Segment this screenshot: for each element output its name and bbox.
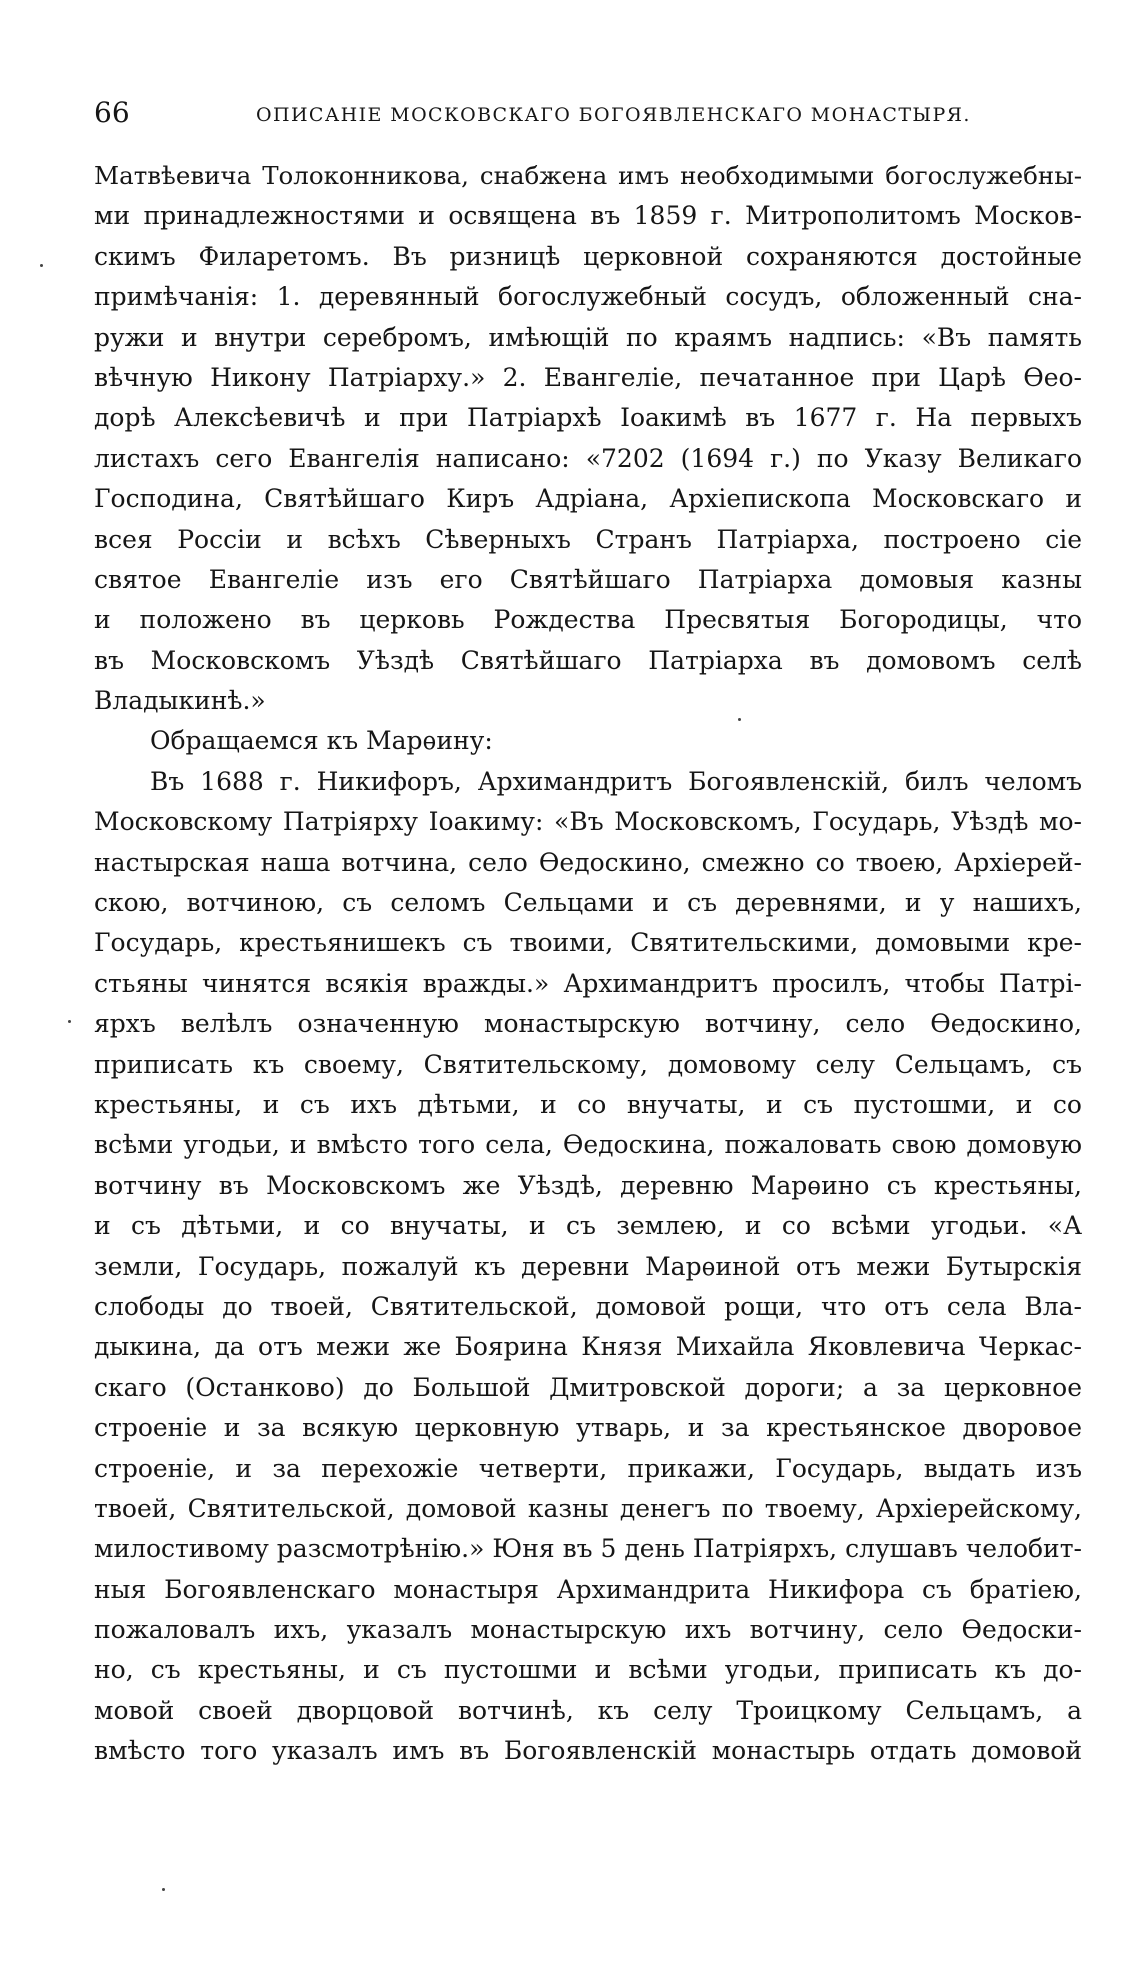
text-line: святое Евангеліе изъ его Святѣйшаго Патріарха домовыя казны bbox=[94, 564, 1082, 594]
body-text bbox=[94, 156, 1082, 1772]
text-line: вѣчную Никону Патріарху.» 2. Евангеліе, печатанное при Царѣ Ѳео- bbox=[94, 362, 1082, 392]
text-line: настырская наша вотчина, село Ѳедоскино, смежно со твоею, Архіерей- bbox=[94, 847, 1082, 877]
text-line: Владыкинѣ.» bbox=[94, 686, 266, 716]
text-line: Государь, крестьянишекъ съ твоими, Святительскими, домовыми кре- bbox=[94, 928, 1082, 958]
text-line: вотчину въ Московскомъ же Уѣздѣ, деревню Марѳино съ крестьяны, bbox=[94, 1170, 1082, 1200]
text-line: милостивому разсмотрѣнію.» Юня въ 5 день Патріярхъ, слушавъ челобит- bbox=[94, 1534, 1082, 1564]
text-line: стьяны чинятся всякія вражды.» Архимандритъ просилъ, чтобы Патрі- bbox=[94, 968, 1082, 998]
text-line: скаго (Останково) до Большой Дмитровской дороги; а за церковное bbox=[94, 1372, 1082, 1402]
text-line: мовой своей дворцовой вотчинѣ, къ селу Троицкому Сельцамъ, а bbox=[94, 1695, 1082, 1725]
ink-speck bbox=[738, 718, 741, 721]
ink-speck bbox=[40, 264, 43, 267]
text-line: листахъ сего Евангелія написано: «7202 (1694 г.) по Указу Великаго bbox=[94, 443, 1082, 473]
text-line: строеніе и за всякую церковную утварь, и за крестьянское дворовое bbox=[94, 1413, 1082, 1443]
text-line: ярхъ велѣлъ означенную монастырскую вотчину, село Ѳедоскино, bbox=[94, 1009, 1082, 1039]
text-line: Обращаемся къ Марѳину: bbox=[150, 726, 493, 756]
ink-speck bbox=[162, 1888, 165, 1891]
text-line: дорѣ Алексѣевичѣ и при Патріархѣ Іоакимѣ въ 1677 г. На первыхъ bbox=[94, 403, 1082, 433]
page-number: 66 bbox=[94, 96, 130, 129]
ink-speck bbox=[68, 1020, 71, 1023]
running-head bbox=[94, 95, 1084, 131]
text-line: скимъ Филаретомъ. Въ ризницѣ церковной сохраняются достойные bbox=[94, 241, 1082, 271]
text-line: ружи и внутри серебромъ, имѣющій по краямъ надпись: «Въ память bbox=[94, 322, 1082, 352]
text-line: вмѣсто того указалъ имъ въ Богоявленскій монастырь отдать домовой bbox=[94, 1736, 1082, 1766]
text-line: всея Россіи и всѣхъ Сѣверныхъ Странъ Патріарха, построено сіе bbox=[94, 524, 1082, 554]
text-line: и положено въ церковь Рождества Пресвятыя Богородицы, что bbox=[94, 605, 1082, 635]
text-line: но, съ крестьяны, и съ пустошми и всѣми угодьи, приписать къ до- bbox=[94, 1655, 1082, 1685]
text-line: ныя Богоявленскаго монастыря Архимандрита Никифора съ братіею, bbox=[94, 1574, 1082, 1604]
text-line: пожаловалъ ихъ, указалъ монастырскую ихъ вотчину, село Ѳедоски- bbox=[94, 1615, 1082, 1645]
text-line: и съ дѣтьми, и со внучаты, и съ землею, и со всѣми угодьи. «А bbox=[94, 1211, 1082, 1241]
text-line: строеніе, и за перехожіе четверти, прикажи, Государь, выдать изъ bbox=[94, 1453, 1082, 1483]
text-line: приписать къ своему, Святительскому, домовому селу Сельцамъ, съ bbox=[94, 1049, 1082, 1079]
text-line: дыкина, да отъ межи же Боярина Князя Михайла Яковлевича Черкас- bbox=[94, 1332, 1082, 1362]
text-line: крестьяны, и съ ихъ дѣтьми, и со внучаты, и съ пустошми, и со bbox=[94, 1089, 1082, 1119]
text-line: скою, вотчиною, съ селомъ Сельцами и съ деревнями, и у нашихъ, bbox=[94, 888, 1082, 918]
text-line: примѣчанія: 1. деревянный богослужебный сосудъ, обложенный сна- bbox=[94, 282, 1082, 312]
text-line: всѣми угодьи, и вмѣсто того села, Ѳедоскина, пожаловать свою домовую bbox=[94, 1130, 1082, 1160]
text-line: Московскому Патріярху Іоакиму: «Въ Московскомъ, Государь, Уѣздѣ мо- bbox=[94, 807, 1082, 837]
running-title: ОПИСАНІЕ МОСКОВСКАГО БОГОЯВЛЕНСКАГО МОНАСТЫРЯ. bbox=[256, 104, 971, 126]
text-line: ми принадлежностями и освящена въ 1859 г. Митрополитомъ Москов- bbox=[94, 201, 1082, 231]
text-line: Матвѣевича Толоконникова, снабжена имъ необходимыми богослужебны- bbox=[94, 161, 1082, 190]
text-line: Въ 1688 г. Никифоръ, Архимандритъ Богоявленскій, билъ челомъ bbox=[150, 766, 1082, 796]
text-line: слободы до твоей, Святительской, домовой рощи, что отъ села Вла- bbox=[94, 1291, 1082, 1321]
text-line: въ Московскомъ Уѣздѣ Святѣйшаго Патріарха въ домовомъ селѣ bbox=[94, 645, 1082, 675]
text-line: земли, Государь, пожалуй къ деревни Марѳиной отъ межи Бутырскія bbox=[94, 1251, 1082, 1281]
text-line: Господина, Святѣйшаго Киръ Адріана, Архіепископа Московскаго и bbox=[94, 484, 1082, 514]
text-line: твоей, Святительской, домовой казны денегъ по твоему, Архіерейскому, bbox=[94, 1493, 1082, 1523]
